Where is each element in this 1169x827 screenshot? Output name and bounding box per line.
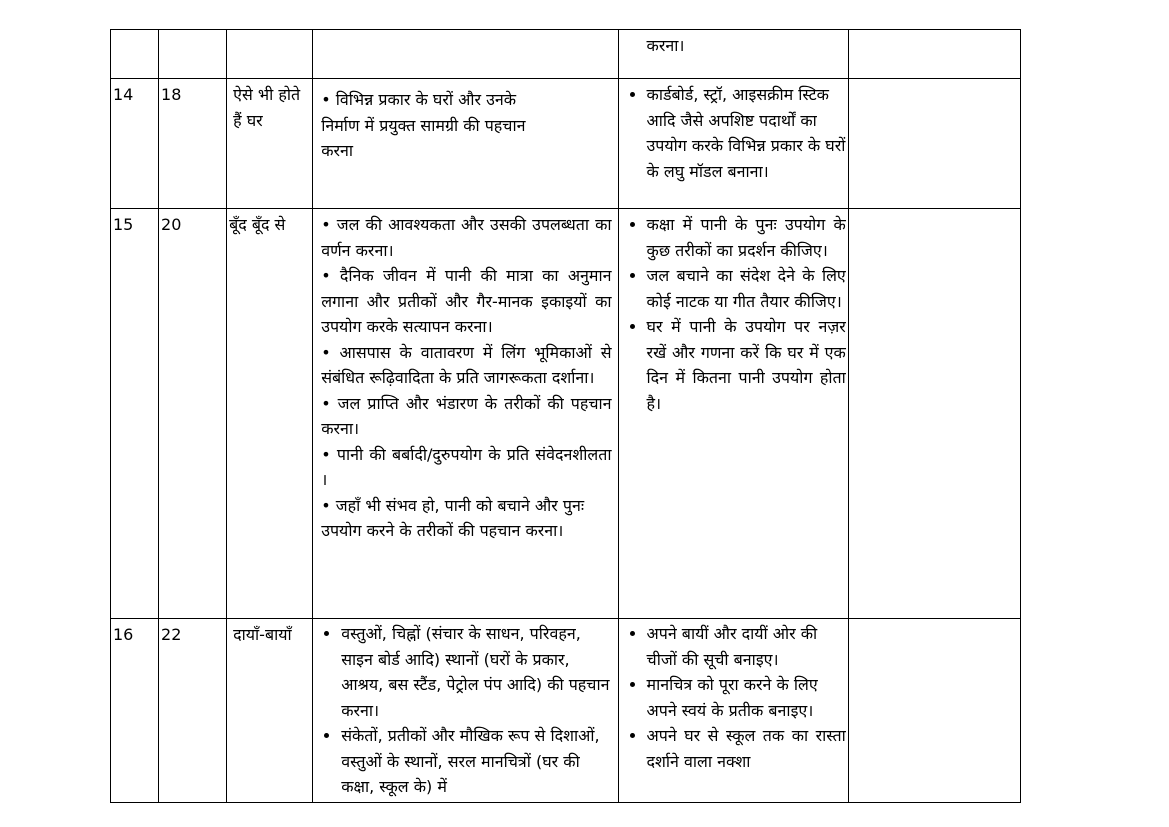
cell-period: 20 <box>159 209 227 619</box>
objective-item: • वस्तुओं, चिह्नों (संचार के साधन, परिवहन, साइन बोर्ड आदि) स्थानों (घरों के प्रकार, आश्रय, बस स्टैंड, पेट्रोल पंप आदि) की पहचान करना। <box>341 621 611 723</box>
objective-item: • जल की आवश्यकता और उसकी उपलब्धता का वर्णन करना। <box>321 215 612 260</box>
activity-item: • जल बचाने का संदेश देने के लिए कोई नाटक या गीत तैयार कीजिए। <box>647 263 846 314</box>
table-row <box>111 79 1021 209</box>
cell-number: 15 <box>111 209 159 619</box>
activity-item: • मानचित्र को पूरा करने के लिए अपने स्वयं के प्रतीक बनाइए। <box>647 672 846 723</box>
cell-remarks <box>848 30 1020 79</box>
cell-activities <box>618 619 848 803</box>
cell-remarks <box>848 619 1020 803</box>
objective-item: • आसपास के वातावरण में लिंग भूमिकाओं से संबंधित रूढ़िवादिता के प्रति जागरूकता दर्शाना। <box>321 342 612 387</box>
cell-activities <box>618 79 848 209</box>
table-row <box>111 30 1021 79</box>
activity-continuation: करना। <box>646 36 685 55</box>
cell-objectives <box>313 30 618 79</box>
objective-item: • पानी की बर्बादी/दुरुपयोग के प्रति संवेदनशीलता । <box>321 444 612 489</box>
cell-objectives <box>313 79 618 209</box>
cell-topic: दायाँ-बायाँ <box>227 619 313 803</box>
cell-topic <box>227 30 313 79</box>
cell-number <box>111 30 159 79</box>
cell-number: 16 <box>111 619 159 803</box>
objective-item: • संकेतों, प्रतीकों और मौखिक रूप से दिशाओं, वस्तुओं के स्थानों, सरल मानचित्रों (घर की कक्षा, स्कूल के) में <box>341 723 611 800</box>
cell-remarks <box>848 79 1020 209</box>
table-row <box>111 209 1021 619</box>
syllabus-table <box>110 29 1021 803</box>
cell-remarks <box>848 209 1020 619</box>
cell-number: 14 <box>111 79 159 209</box>
objective-text: • विभिन्न प्रकार के घरों और उनके निर्माण में प्रयुक्त सामग्री की पहचान करना <box>321 90 526 160</box>
activity-item: • घर में पानी के उपयोग पर नज़र रखें और गणना करें कि घर में एक दिन में कितना पानी उपयोग होता है। <box>647 314 846 416</box>
cell-activities <box>618 209 848 619</box>
cell-objectives <box>313 209 618 619</box>
cell-topic: बूँद बूँद से <box>227 209 313 619</box>
cell-period: 18 <box>159 79 227 209</box>
cell-topic: ऐसे भी होते हैं घर <box>227 79 313 209</box>
cell-period: 22 <box>159 619 227 803</box>
activity-item: • अपने बायीं और दायीं ओर की चीजों की सूची बनाइए। <box>647 621 846 672</box>
cell-period <box>159 30 227 79</box>
objective-item: • जल प्राप्ति और भंडारण के तरीकों की पहचान करना। <box>321 393 612 438</box>
activity-item: • अपने घर से स्कूल तक का रास्ता दर्शाने वाला नक्शा <box>647 723 846 774</box>
cell-activities <box>618 30 848 79</box>
table-row <box>111 619 1021 803</box>
cell-objectives <box>313 619 618 803</box>
activity-item: • कक्षा में पानी के पुनः उपयोग के कुछ तरीकों का प्रदर्शन कीजिए। <box>647 212 846 263</box>
activity-item: • कार्डबोर्ड, स्ट्रॉ, आइसक्रीम स्टिक आदि जैसे अपशिष्ट पदार्थों का उपयोग करके विभिन्न प्रकार के घरों के लघु मॉडल बनाना। <box>647 82 846 184</box>
objective-item: • दैनिक जीवन में पानी की मात्रा का अनुमान लगाना और प्रतीकों और गैर-मानक इकाइयों का उपयोग करके सत्यापन करना। <box>321 266 612 336</box>
objective-item: • जहाँ भी संभव हो, पानी को बचाने और पुनः उपयोग करने के तरीकों की पहचान करना। <box>321 495 585 540</box>
